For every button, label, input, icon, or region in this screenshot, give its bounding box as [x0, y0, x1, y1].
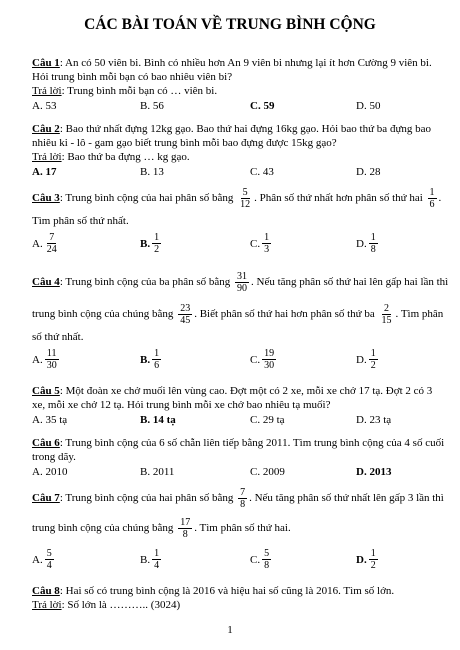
- q4-od-num: 1: [370, 348, 376, 359]
- q8-line1: [32, 584, 442, 598]
- q6-option-a: A. 2010: [32, 466, 68, 478]
- q1-option-d: D. 50: [356, 100, 381, 112]
- q5-option-a: A. 35 tạ: [32, 414, 68, 426]
- q4-line1: [32, 270, 449, 294]
- q4-ob-den: 6: [154, 360, 160, 371]
- q7-oa-num: 5: [46, 548, 52, 559]
- q3-text2: . Phân số thứ nhất hơn phân số thứ hai: [254, 192, 423, 204]
- q3-f2-num: 1: [429, 186, 435, 198]
- q5-label: Câu 5: [32, 385, 60, 397]
- q1-answer-label: Trả lời: [32, 85, 62, 97]
- q5-option-d: D. 23 tạ: [356, 414, 392, 426]
- q7-f1-num: 7: [240, 486, 246, 498]
- q7-f2-den: 8: [182, 528, 188, 540]
- q3-ob-den: 2: [154, 244, 160, 255]
- q4-line2: [32, 302, 442, 326]
- q7-od-num: 1: [370, 548, 376, 559]
- q3-option-a-fraction: [45, 232, 59, 255]
- q7-option-d: [356, 548, 380, 571]
- q7-option-b-letter: B.: [140, 553, 151, 566]
- q4-option-c: [250, 348, 278, 371]
- q4-option-d-fraction: [369, 348, 378, 371]
- q7-option-a: [32, 548, 56, 571]
- q7-option-c-fraction: [262, 548, 271, 571]
- q7-text1: : Trung bình cộng của hai phân số bằng: [59, 492, 234, 504]
- q5-option-c: C. 29 tạ: [250, 414, 285, 426]
- q7-f2-num: 17: [180, 516, 191, 528]
- q3-f1-num: 5: [242, 186, 248, 198]
- q7-fraction-1: [238, 487, 247, 510]
- q3-f1-den: 12: [240, 198, 251, 210]
- q4-oa-den: 30: [46, 360, 57, 371]
- q3-option-c-letter: C.: [250, 237, 261, 250]
- q4-text1: : Trung bình cộng của ba phân số bằng: [59, 276, 231, 288]
- q1-option-a: A. 53: [32, 100, 57, 112]
- q3-oa-den: 24: [46, 244, 57, 255]
- q7-option-d-fraction: [369, 548, 378, 571]
- q4-fraction-3: [380, 303, 394, 326]
- q6-option-d: D. 2013: [356, 466, 392, 478]
- q7-option-c: [250, 548, 273, 571]
- q4-option-b-letter: B.: [140, 353, 151, 366]
- q6-option-c: C. 2009: [250, 466, 285, 478]
- q3-option-b-letter: B.: [140, 237, 151, 250]
- q7-options: [32, 548, 442, 574]
- q3-line2: Tìm phân số thứ nhất.: [32, 215, 129, 227]
- q4-option-a: [32, 348, 61, 371]
- q3-option-a-letter: A.: [32, 237, 43, 250]
- q4-ob-num: 1: [154, 348, 160, 359]
- q3-option-d-fraction: [369, 232, 378, 255]
- q2-answer-text: : Bao thứ ba đựng … kg gạo.: [61, 151, 190, 163]
- q2-label: Câu 2: [32, 123, 60, 135]
- q4-option-c-letter: C.: [250, 353, 261, 366]
- q4-f2-num: 23: [180, 302, 191, 314]
- q3-option-d-letter: D.: [356, 237, 367, 250]
- q4-oa-num: 11: [46, 348, 57, 359]
- q7-option-a-fraction: [45, 548, 54, 571]
- document-title: CÁC BÀI TOÁN VỀ TRUNG BÌNH CỘNG: [84, 16, 376, 33]
- q4-line3: số thứ nhất.: [32, 331, 84, 343]
- q2-line1: [32, 122, 442, 136]
- q4-option-d-letter: D.: [356, 353, 367, 366]
- q3-oc-num: 1: [264, 232, 270, 243]
- q6-line2: trong dãy.: [32, 451, 76, 463]
- q4-f2-den: 45: [180, 314, 191, 326]
- q7-oc-num: 5: [264, 548, 270, 559]
- q8-answer-line: [32, 598, 442, 612]
- q3-text3: .: [438, 192, 442, 204]
- q3-option-a: [32, 232, 61, 255]
- q8-answer-text: : Số lớn là ……….. (3024): [61, 599, 181, 611]
- q2-answer-label: Trả lời: [32, 151, 62, 163]
- q3-option-b-fraction: [152, 232, 161, 255]
- q4-f3-num: 2: [384, 302, 390, 314]
- q3-options: [32, 232, 442, 258]
- q5-line1: [32, 384, 442, 398]
- q1-line1: [32, 56, 442, 70]
- q4-text5: . Tìm phân: [395, 308, 444, 320]
- q4-f3-den: 15: [381, 314, 392, 326]
- q1-line2: Hỏi trung bình mỗi bạn có bao nhiêu viên bi?: [32, 71, 233, 83]
- q3-fraction-1: [238, 187, 252, 210]
- q7-line1: [32, 486, 442, 510]
- q8-answer-label: Trả lời: [32, 599, 62, 611]
- q6-line1: [32, 436, 445, 450]
- q4-options: [32, 348, 442, 374]
- q4-option-b: [140, 348, 163, 371]
- q7-text4: . Tìm phân số thứ hai.: [194, 522, 291, 534]
- q4-fraction-1: [235, 271, 249, 294]
- q2-option-a: A. 17: [32, 166, 57, 178]
- q3-f2-den: 6: [429, 198, 435, 210]
- q4-oc-num: 19: [264, 348, 275, 359]
- page-number: 1: [227, 624, 233, 636]
- q8-text1: : Hai số có trung bình cộng là 2016 và hiệu hai số cũng là 2016. Tìm số lớn.: [59, 585, 395, 597]
- q4-f1-den: 90: [237, 282, 248, 294]
- q1-text1: : An có 50 viên bi. Bình có nhiều hơn An 9 viên bi nhưng lại ít hơn Cường 9 viên bi.: [59, 57, 432, 69]
- q4-od-den: 2: [370, 360, 376, 371]
- q7-oa-den: 4: [46, 560, 52, 571]
- q2-option-d: D. 28: [356, 166, 381, 178]
- q3-option-b: [140, 232, 163, 255]
- q4-option-a-letter: A.: [32, 353, 43, 366]
- q3-od-num: 1: [370, 232, 376, 243]
- q2-option-c: C. 43: [250, 166, 274, 178]
- q7-option-a-letter: A.: [32, 553, 43, 566]
- q7-option-c-letter: C.: [250, 553, 261, 566]
- q2-line2: nhiêu ki - lô - gam gạo biết trung bình mỗi bao đựng được 15kg gạo?: [32, 137, 337, 149]
- q5-line2: xe, mỗi xe chở 12 tạ. Hỏi trung bình mỗi xe chở bao nhiêu tạ muối?: [32, 399, 331, 411]
- q2-text1: : Bao thứ nhất đựng 12kg gạo. Bao thứ hai đựng 16kg gạo. Hỏi bao thứ ba đựng bao: [59, 123, 432, 135]
- q3-text1: : Trung bình cộng của hai phân số bằng: [59, 192, 234, 204]
- q6-label: Câu 6: [32, 437, 60, 449]
- q5-option-b: B. 14 tạ: [140, 414, 176, 426]
- q8-label: Câu 8: [32, 585, 60, 597]
- q3-line1: [32, 186, 442, 210]
- q6-text1: : Trung bình cộng của 6 số chẵn liên tiếp bằng 2011. Tìm trung bình cộng của 4 số cuối: [59, 437, 445, 449]
- q7-fraction-2: [178, 517, 192, 540]
- q1-option-b: B. 56: [140, 100, 164, 112]
- q4-option-b-fraction: [152, 348, 161, 371]
- q1-label: Câu 1: [32, 57, 60, 69]
- q4-fraction-2: [178, 303, 192, 326]
- q7-option-d-letter: D.: [356, 553, 367, 566]
- q3-oc-den: 3: [264, 244, 270, 255]
- q1-answer-line: [32, 84, 442, 98]
- q1-answer-text: : Trung bình mỗi bạn có … viên bi.: [61, 85, 218, 97]
- q3-od-den: 8: [370, 244, 376, 255]
- q7-ob-den: 4: [154, 560, 160, 571]
- q7-label: Câu 7: [32, 492, 60, 504]
- q7-line2: [32, 516, 442, 540]
- q3-option-c: [250, 232, 273, 255]
- q3-oa-num: 7: [49, 232, 55, 243]
- q4-option-c-fraction: [262, 348, 276, 371]
- q7-option-b: [140, 548, 163, 571]
- q4-label: Câu 4: [32, 276, 60, 288]
- q7-od-den: 2: [370, 560, 376, 571]
- q7-option-b-fraction: [152, 548, 161, 571]
- q7-text3: trung bình cộng của chúng bằng: [32, 522, 174, 534]
- q4-text2: . Nếu tăng phân số thứ hai lên gấp hai lần thì: [251, 276, 449, 288]
- q4-text4: . Biết phân số thứ hai hơn phân số thứ ba: [194, 308, 375, 320]
- q2-answer-line: [32, 150, 442, 164]
- q3-option-c-fraction: [262, 232, 271, 255]
- q4-option-d: [356, 348, 380, 371]
- q7-ob-num: 1: [154, 548, 160, 559]
- q5-text1: : Một đoàn xe chở muối lên vùng cao. Đợt một có 2 xe, mỗi xe chở 17 tạ. Đợt 2 có 3: [59, 385, 433, 397]
- q7-f1-den: 8: [240, 498, 246, 510]
- q2-option-b: B. 13: [140, 166, 164, 178]
- q6-option-b: B. 2011: [140, 466, 175, 478]
- q7-text2: . Nếu tăng phân số thứ nhất lên gấp 3 lần thì: [249, 492, 444, 504]
- q3-option-d: [356, 232, 380, 255]
- q7-oc-den: 8: [264, 560, 270, 571]
- q4-f1-num: 31: [237, 270, 248, 282]
- q4-option-a-fraction: [45, 348, 59, 371]
- q4-oc-den: 30: [264, 360, 275, 371]
- q4-text3: trung bình cộng của chúng bằng: [32, 308, 174, 320]
- q3-fraction-2: [428, 187, 437, 210]
- q1-option-c: C. 59: [250, 100, 275, 112]
- q3-ob-num: 1: [154, 232, 160, 243]
- q3-label: Câu 3: [32, 192, 60, 204]
